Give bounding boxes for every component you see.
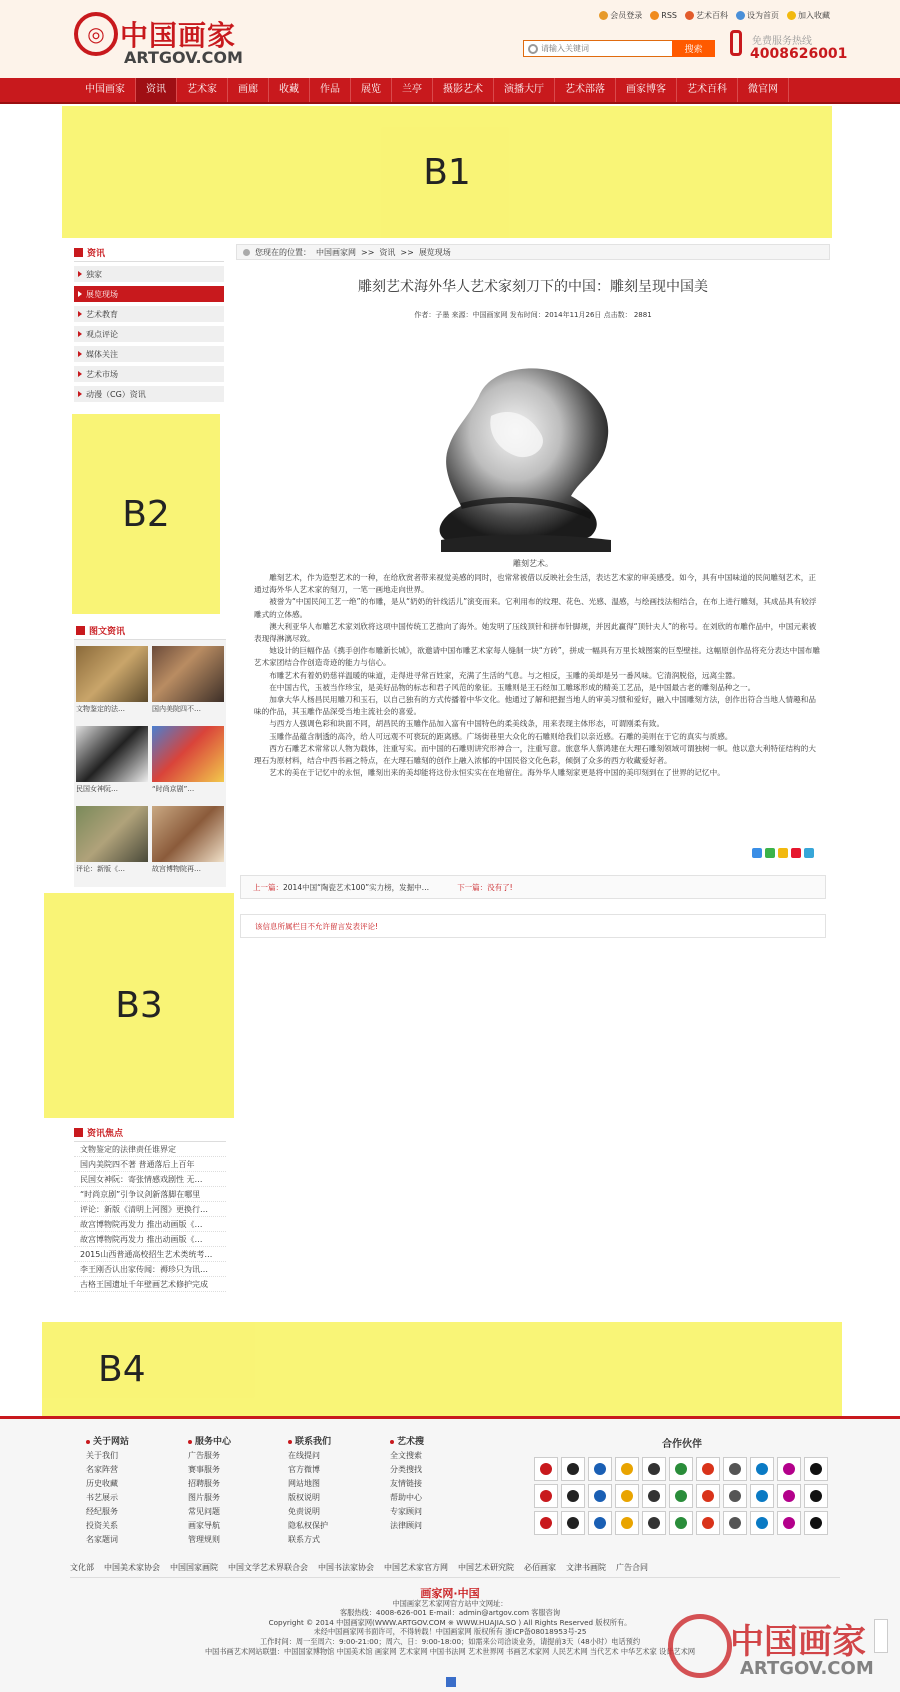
partner-logo[interactable] [642, 1484, 666, 1508]
news-thumbnail [76, 806, 148, 862]
copyright-line: 未经中国画家网书面许可，不得转载！中国画家网 版权所有 浙ICP备08018953号-25 [313, 1627, 587, 1637]
sidebar-item-exhibition-scene[interactable]: 展览现场 [74, 286, 224, 302]
partner-logo[interactable] [534, 1484, 558, 1508]
footer-link[interactable]: 帮助中心 [390, 1493, 422, 1502]
copyright-line: 中国书画艺术网站联盟：中国国家博物馆 中国美术馆 画家网 艺术家网 中国书法网 艺术世界网 书画艺术家网 人民艺术网 当代艺术 中华艺术家 设计艺术网 [204, 1646, 696, 1656]
friend-link[interactable]: 中国美术家协会 [104, 1563, 160, 1572]
photo-news-item[interactable]: 民国女神阮… [76, 726, 148, 794]
prev-next-bar [240, 875, 826, 899]
partners-title: 合作伙伴 [662, 1439, 702, 1450]
footer-col-title: 艺术搜 [390, 1435, 480, 1449]
friend-link[interactable]: 广告合同 [616, 1563, 648, 1572]
list-icon [74, 1128, 83, 1137]
ad-placeholder-b3[interactable] [44, 893, 234, 1118]
location-icon [243, 249, 250, 256]
footer [0, 1416, 900, 1692]
partner-logo[interactable] [723, 1484, 747, 1508]
sidebar-item-exclusive[interactable]: 独家 [74, 266, 224, 282]
article-paragraph: 她设计的巨幅作品《携手创作布雕新长城》，欲邀请中国布雕艺术家每人缝制一块“方砖”，拼成一幅具有万里长城图案的巨型壁挂。这幅原创作品将充分表达中国布雕艺术家团结合作创造奇迹的能力与信心。 [254, 646, 820, 668]
triangle-right-icon [78, 351, 82, 357]
breadcrumb [236, 244, 830, 260]
nav-item-photography[interactable]: 摄影艺术 [433, 78, 494, 102]
footer-col-about [86, 1435, 176, 1547]
footer-link[interactable]: 网站地图 [288, 1479, 320, 1488]
article-body [254, 572, 820, 779]
partner-logo[interactable] [561, 1457, 585, 1481]
friend-link[interactable]: 文津书画院 [566, 1563, 606, 1572]
hotline-label: 免费服务热线 [752, 36, 812, 47]
image-icon [76, 626, 85, 635]
phone-icon [730, 30, 742, 56]
search-icon [528, 44, 538, 54]
placeholder-label: B4 [98, 1349, 146, 1390]
photo-news-item[interactable]: 故宫博物院再… [152, 806, 224, 874]
share-bar [752, 848, 814, 858]
friend-link[interactable]: 中国艺术家官方网 [384, 1563, 448, 1572]
image-caption: 雕刻艺术。 [513, 559, 553, 568]
toplink-rss[interactable]: RSS [650, 10, 677, 21]
partner-logo[interactable] [588, 1457, 612, 1481]
partner-logo[interactable] [615, 1511, 639, 1535]
partner-logo[interactable] [669, 1484, 693, 1508]
footer-col-title: 关于网站 [86, 1435, 176, 1449]
qr-placeholder-b2[interactable] [72, 414, 220, 614]
qzone-icon[interactable] [778, 848, 788, 858]
next-link[interactable]: 下一篇：没有了! [457, 882, 513, 892]
partner-logo[interactable] [777, 1511, 801, 1535]
article-paragraph: 布雕艺术有着奶奶慈祥温暖的味道，走得进寻常百姓家，充满了生活的气息。与之相反，玉雕的美却是另一番风味。它清润脱俗，远离尘嚣。 [269, 670, 740, 680]
footer-link[interactable]: 版权说明 [288, 1493, 320, 1502]
footer-link[interactable]: 投资关系 [86, 1521, 118, 1530]
nav-item-home[interactable]: 中国画家 [75, 78, 136, 102]
comment-notice: 该信息所属栏目不允许留言发表评论! [240, 914, 826, 938]
toplink-encyclopedia[interactable]: 艺术百科 [685, 10, 728, 21]
friend-links [70, 1562, 840, 1578]
footer-link[interactable]: 管理规则 [188, 1535, 220, 1544]
partner-logo[interactable] [615, 1457, 639, 1481]
footer-link[interactable]: 广告服务 [188, 1451, 220, 1460]
footer-link[interactable]: 赛事服务 [188, 1465, 220, 1474]
grid-icon [74, 248, 83, 257]
footer-link[interactable]: 名家阵营 [86, 1465, 118, 1474]
nav-item-tribe[interactable]: 艺术部落 [555, 78, 616, 102]
partner-logo[interactable] [534, 1511, 558, 1535]
partner-logo[interactable] [804, 1457, 828, 1481]
news-thumbnail [152, 726, 224, 782]
article-paragraph: 在中国古代，玉被当作珍宝，是美好品物的标志和君子风范的象征。玉雕则是王石经加工雕琢形成的精美工艺品，是中国最古老的雕刻品种之一。 [269, 682, 756, 692]
footer-link[interactable]: 友情链接 [390, 1479, 422, 1488]
focus-news-item[interactable]: 李王刚否认出家传闻：褥珍只为讯… [74, 1262, 226, 1277]
footer-link[interactable]: 全文搜索 [390, 1451, 422, 1460]
partner-logo[interactable] [777, 1484, 801, 1508]
footer-link[interactable]: 法律顾问 [390, 1521, 422, 1530]
partner-logo[interactable] [561, 1484, 585, 1508]
partner-logo[interactable] [669, 1511, 693, 1535]
footer-brand: 画家网·中国 [420, 1587, 480, 1600]
footer-link[interactable]: 官方微博 [288, 1465, 320, 1474]
triangle-right-icon [78, 291, 82, 297]
tencent-weibo-icon[interactable] [804, 848, 814, 858]
user-icon [599, 11, 608, 20]
footer-col-contact [288, 1435, 378, 1547]
article-paragraph: 西方石雕艺术常常以人物为载体，注重写实。而中国的石雕则讲究形神合一，注重写意。旅意华人蔡鸿建在大理石雕刻领域可谓独树一帜。他以意大利特征结构的大理石为原材料，结合中西书画之特点，在大理石雕刻的创作上融入浓郁的中国民俗文化色彩，倾倒了众多的西方收藏爱好者。 [254, 743, 816, 766]
partner-logo[interactable] [642, 1511, 666, 1535]
placeholder-label: B1 [423, 151, 471, 193]
sidebar-category-menu [74, 244, 224, 406]
nav-item-galleries[interactable]: 画廊 [228, 78, 269, 102]
partner-logo[interactable] [615, 1484, 639, 1508]
nav-item-wiki[interactable]: 艺术百科 [677, 78, 738, 102]
article-meta: 作者：子墨 来源：中国画家网 发布时间：2014年11月26日 点击数： 2881 [414, 311, 652, 319]
search-button[interactable]: 搜索 [672, 40, 715, 57]
friend-link[interactable]: 中国文学艺术界联合会 [228, 1563, 308, 1572]
news-thumbnail [76, 646, 148, 702]
nav-item-news[interactable]: 资讯 [136, 78, 177, 102]
footer-link[interactable]: 招聘服务 [188, 1479, 220, 1488]
nav-item-studio[interactable]: 演播大厅 [494, 78, 555, 102]
partner-logo[interactable] [777, 1457, 801, 1481]
copyright-line: Copyright © 2014 中国画家网(WWW.ARTGOV.COM ※ WWW.HUAJIA.SO ) All Rights Reserved 版权所有。 [268, 1617, 632, 1627]
partner-logo[interactable] [669, 1457, 693, 1481]
focus-news-item[interactable]: 国内美院四不著 普通落后上百年 [74, 1157, 226, 1172]
breadcrumb-link-home[interactable]: 中国画家网 [316, 247, 356, 257]
main-nav [0, 78, 900, 104]
sidebar-heading: 资讯 [74, 244, 224, 262]
focus-news-heading: 资讯焦点 [74, 1124, 226, 1142]
sidebar-item-art-education[interactable]: 艺术教育 [74, 306, 224, 322]
hotline-number: 4008626001 [750, 46, 848, 62]
footer-link[interactable]: 关于我们 [86, 1451, 118, 1460]
sidebar-item-animation[interactable]: 动漫（CG）资讯 [74, 386, 224, 402]
logo-emblem-icon: ◎ [74, 12, 118, 56]
watermark-logo [668, 1614, 888, 1682]
focus-news-item[interactable]: “时尚京剧”引争议剑新落脚在哪里 [74, 1187, 226, 1202]
focus-news-item[interactable]: 2015山西普通高校招生艺术类统考… [74, 1247, 226, 1262]
footer-col-search [390, 1435, 480, 1533]
partner-logo[interactable] [534, 1457, 558, 1481]
toplink-login[interactable]: 会员登录 [599, 10, 642, 21]
banner-placeholder-b1[interactable] [62, 106, 832, 238]
triangle-right-icon [78, 371, 82, 377]
prev-link[interactable]: 上一篇：2014中国“陶瓷艺术100”实力榜，发掘中… [253, 882, 430, 892]
partner-logo[interactable] [750, 1457, 774, 1481]
nav-item-micro-site[interactable]: 微官网 [738, 78, 789, 102]
footer-link[interactable]: 分类搜找 [390, 1465, 422, 1474]
photo-news-item[interactable]: 文物鉴定的法… [76, 646, 148, 714]
friend-link[interactable]: 中国艺术研究院 [458, 1563, 514, 1572]
weibo-icon[interactable] [791, 848, 801, 858]
book-icon [685, 11, 694, 20]
bullet-icon [188, 1440, 192, 1444]
partner-logo[interactable] [723, 1511, 747, 1535]
news-thumbnail [76, 726, 148, 782]
footer-col-title: 联系我们 [288, 1435, 378, 1449]
focus-news-item[interactable]: 故宫博物院再发力 推出动画版《… [74, 1232, 226, 1247]
site-logo[interactable] [74, 10, 243, 67]
toplink-homepage[interactable]: 设为首页 [736, 10, 779, 21]
footer-link[interactable]: 在线提问 [288, 1451, 320, 1460]
footer-link[interactable]: 名家题词 [86, 1535, 118, 1544]
bullet-icon [86, 1440, 90, 1444]
nav-item-works[interactable]: 作品 [310, 78, 351, 102]
photo-news-box [74, 622, 226, 887]
breadcrumb-label: 您现在的位置： [255, 247, 311, 257]
article-paragraph: 艺术的美在于记忆中的永恒，雕刻出来的美却能将这份永恒实实在在地留住。海外华人雕刻家更是将中国的美印刻到在了世界的记忆中。 [269, 768, 725, 778]
partner-logo[interactable] [588, 1511, 612, 1535]
footer-link[interactable]: 专家顾问 [390, 1507, 422, 1516]
home-icon [736, 11, 745, 20]
photo-news-item[interactable]: 国内美院四不… [152, 646, 224, 714]
article-paragraph: 被誉为“中国民间工艺一绝”的布雕，是从“奶奶的针线活儿”演变而来。它利用布的纹理、花色、光感、温感，与绘画技法相结合，在布上进行雕刻，其成品具有较浮雕式的立体感。 [254, 597, 817, 619]
footer-col-service [188, 1435, 278, 1547]
partner-logo[interactable] [696, 1457, 720, 1481]
partner-logo[interactable] [696, 1511, 720, 1535]
hotline [730, 28, 848, 64]
share-plus-icon[interactable] [752, 848, 762, 858]
article-image [421, 356, 626, 556]
photo-news-item[interactable]: 评论：新版《… [76, 806, 148, 874]
focus-news-box [74, 1124, 226, 1319]
partner-logo[interactable] [804, 1484, 828, 1508]
watermark-subtitle: ARTGOV.COM [740, 1658, 874, 1679]
footer-link[interactable]: 经纪服务 [86, 1507, 118, 1516]
triangle-right-icon [78, 391, 82, 397]
focus-news-item[interactable]: 古格王国遗址千年壁画艺术修护完成 [74, 1277, 226, 1292]
footer-link[interactable]: 隐私权保护 [288, 1521, 328, 1530]
footer-link[interactable]: 联系方式 [288, 1535, 320, 1544]
partner-logo[interactable] [723, 1457, 747, 1481]
nav-item-collection[interactable]: 收藏 [269, 78, 310, 102]
article-paragraph: 玉雕作品蕴含制透的高冷，给人可远观不可亵玩的距离感。广场街巷里大众化的石雕则给我们以亲近感。石雕的美则在于它的真实与质感。 [269, 731, 733, 741]
friend-link[interactable]: 中国书法家协会 [318, 1563, 374, 1572]
focus-news-item[interactable]: 故宫博物院再发力 推出动画版《… [74, 1217, 226, 1232]
footer-link[interactable]: 历史收藏 [86, 1479, 118, 1488]
watermark-emblem-icon [668, 1614, 732, 1678]
nav-item-artists[interactable]: 艺术家 [177, 78, 228, 102]
header [0, 0, 900, 78]
footer-link[interactable]: 免责说明 [288, 1507, 320, 1516]
partner-logo[interactable] [750, 1484, 774, 1508]
bullet-icon [288, 1440, 292, 1444]
partner-logo[interactable] [696, 1484, 720, 1508]
triangle-right-icon [78, 331, 82, 337]
footer-link[interactable]: 画家导航 [188, 1521, 220, 1530]
focus-news-item[interactable]: 评论：新版《清明上河图》更换行… [74, 1202, 226, 1217]
sidebar-item-opinion[interactable]: 观点评论 [74, 326, 224, 342]
sidebar-item-art-market[interactable]: 艺术市场 [74, 366, 224, 382]
partner-logo[interactable] [750, 1511, 774, 1535]
focus-news-item[interactable]: 民国女神阮：寄张情感戏剧性 无… [74, 1172, 226, 1187]
footer-link[interactable]: 书艺展示 [86, 1493, 118, 1502]
breadcrumb-separator: >> [361, 247, 375, 257]
rss-icon [650, 11, 659, 20]
article-paragraph: 澳大利亚华人布雕艺术家刘欣将这项中国传统工艺推向了海外。她发明了压线顶针和拼布针脚规，并因此赢得“顶针夫人”的称号。在刘欣的布雕作品中，中国元素被表现得淋漓尽致。 [254, 621, 817, 644]
star-icon [787, 11, 796, 20]
partner-logo[interactable] [642, 1457, 666, 1481]
logo-title: 中国画家 [120, 19, 237, 52]
article-paragraph: 加拿大华人杨昌民用雕刀和玉石，以自己独有的方式传播着中华文化。他通过了解和把握当地人的审美习惯和爱好，融入中国雕刻方法，创作出符合当地人情趣和品味的作品，其玉雕作品深受当地主流社会的喜爱。 [254, 695, 816, 717]
logo-subtitle: ARTGOV.COM [124, 48, 243, 67]
sculpture-image [421, 356, 626, 556]
placeholder-label: B2 [122, 493, 170, 535]
search-input[interactable] [541, 44, 671, 53]
partner-logo[interactable] [804, 1511, 828, 1535]
breadcrumb-link-news[interactable]: 资讯 [379, 247, 396, 257]
footer-link[interactable]: 常见问题 [188, 1507, 220, 1516]
photo-news-heading: 图文资讯 [74, 622, 226, 640]
back-to-top-button[interactable] [874, 1619, 888, 1653]
friend-link[interactable]: 必佰画家 [524, 1563, 556, 1572]
news-thumbnail [152, 646, 224, 702]
article [236, 266, 830, 866]
stats-badge-icon[interactable] [446, 1677, 456, 1687]
nav-item-lanting[interactable]: 兰亭 [392, 78, 433, 102]
copyright-line: 中国画家艺术家网官方站中文网址： [392, 1598, 508, 1608]
footer-link[interactable]: 图片服务 [188, 1493, 220, 1502]
top-links [599, 10, 830, 21]
partner-logo[interactable] [561, 1511, 585, 1535]
friend-link[interactable]: 中国国家画院 [170, 1563, 218, 1572]
news-thumbnail [152, 806, 224, 862]
breadcrumb-link-exhibition[interactable]: 展览现场 [418, 247, 451, 257]
bullet-icon [390, 1440, 394, 1444]
article-title: 雕刻艺术海外华人艺术家刻刀下的中国：雕刻呈现中国美 [358, 279, 708, 295]
nav-item-blog[interactable]: 画家博客 [616, 78, 677, 102]
partners-grid [534, 1457, 826, 1535]
watermark-title: 中国画家 [730, 1622, 866, 1662]
friend-link[interactable]: 文化部 [70, 1563, 94, 1572]
footer-col-title: 服务中心 [188, 1435, 278, 1449]
copyright-line: 工作时间：周一至周六：9:00-21:00；周六、日：9:00-18:00；如需来公司洽谈业务，请提前3天（48小时）电话预约 [259, 1636, 641, 1646]
article-paragraph: 雕刻艺术，作为造型艺术的一种，在给欣赏者带来视觉美感的同时，也常常被借以反映社会生活，表达艺术家的审美感受。如今，具有中国味道的民间雕刻艺术，正通过海外华人艺术家的刻刀，一笔一画地走向世界。 [254, 573, 816, 595]
sidebar-item-media[interactable]: 媒体关注 [74, 346, 224, 362]
banner-placeholder-b4[interactable] [42, 1322, 842, 1417]
focus-news-item[interactable]: 文物鉴定的法律责任谁界定 [74, 1142, 226, 1157]
photo-news-item[interactable]: “时尚京剧”… [152, 726, 224, 794]
triangle-right-icon [78, 311, 82, 317]
partner-logo[interactable] [588, 1484, 612, 1508]
wechat-icon[interactable] [765, 848, 775, 858]
breadcrumb-separator: >> [400, 247, 414, 257]
toplink-favorite[interactable]: 加入收藏 [787, 10, 830, 21]
nav-item-exhibitions[interactable]: 展览 [351, 78, 392, 102]
copyright-line: 客服热线：4008-626-001 E-mail：admin@artgov.com 客服咨询 [339, 1608, 561, 1618]
article-paragraph: 与西方人强调色彩和块面不同，胡昌民的玉雕作品加入富有中国特色的柔美线条，用来表现主体形态，可谓刚柔有致。 [269, 719, 665, 729]
placeholder-label: B3 [115, 985, 163, 1026]
triangle-right-icon [78, 271, 82, 277]
